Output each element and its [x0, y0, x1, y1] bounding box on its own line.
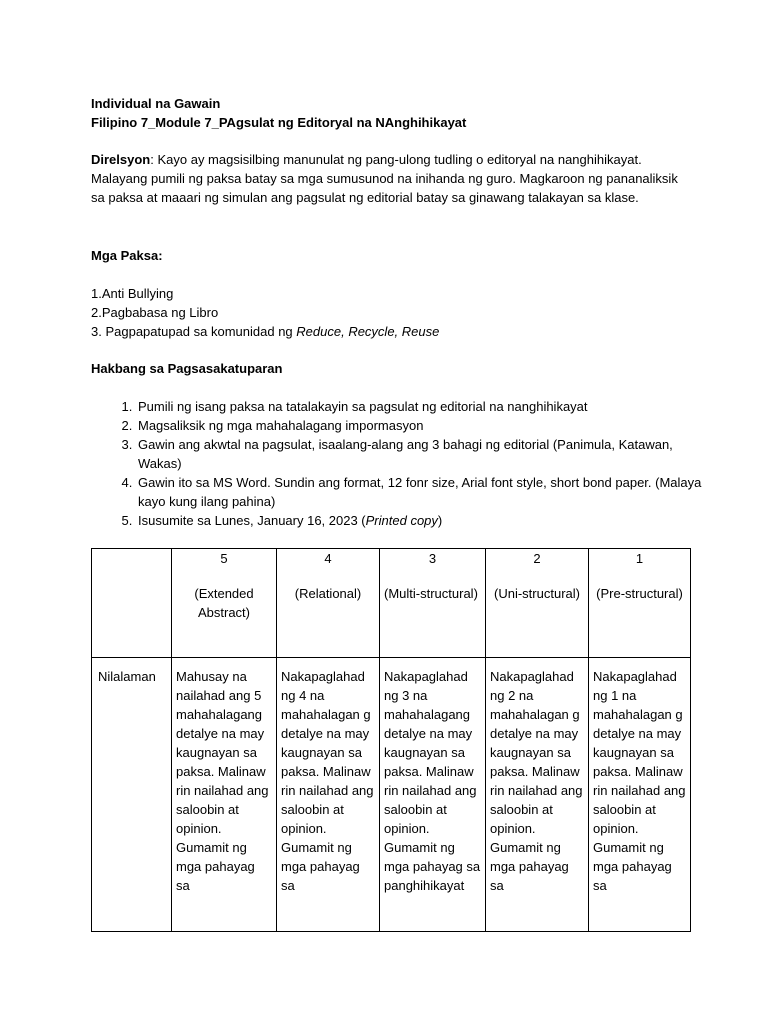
level-score: 2 [533, 551, 541, 566]
instructions-text: : Kayo ay magsisilbing manunulat ng pang-ulong tudling o editoryal na nanghihikayat. Malayang pumili ng paksa batay sa mga sumusunod na inihanda ng guro. Magkaroon ng pananaliksik sa paksa at maaari ng simulan ang pagsulat ng editorial batay sa ginawang talakayan sa klase. [91, 152, 678, 205]
level-score: 5 [220, 551, 228, 566]
rubric-table [91, 548, 691, 932]
rubric-cell-3: Nakapaglahad ng 3 na mahahalagang detalye na may kaugnayan sa paksa. Malinaw rin nailahad ang saloobin at opinion. Gumamit ng mga pahayag sa panghihikayat [380, 658, 486, 932]
rubric-cell-1: Nakapaglahad ng 1 na mahahalagan g detalye na may kaugnayan sa paksa. Malinaw rin nailahad ang saloobin at opinion. Gumamit ng mga pahayag sa [589, 658, 691, 932]
rubric-level-5 [172, 549, 277, 658]
step-5-text: Isusumite sa Lunes, January 16, 2023 ( [138, 513, 366, 528]
level-description: (Multi-structural) [384, 586, 478, 601]
step-item-2: 2. Magsaliksik ng mga mahahalagang impormasyon [136, 416, 716, 435]
steps-list [91, 397, 716, 530]
topic-item-3-italic: Reduce, Recycle, Reuse [296, 324, 440, 339]
instructions-paragraph [91, 150, 691, 207]
level-description: (Uni-structural) [494, 586, 580, 601]
step-item-5 [136, 511, 716, 530]
rubric-content-row [92, 658, 691, 932]
rubric-cell-5: Mahusay na nailahad ang 5 mahahalagang detalye na may kaugnayan sa paksa. Malinaw rin nailahad ang saloobin at opinion. Gumamit ng mga pahayag sa [172, 658, 277, 932]
step-5-suffix: ) [437, 513, 443, 528]
steps-heading: Hakbang sa Pagsasakatuparan [91, 361, 283, 376]
rubric-header-row [92, 549, 691, 658]
topic-item-2: 2.Pagbabasa ng Libro [91, 305, 219, 320]
rubric-level-2 [486, 549, 589, 658]
rubric-level-1 [589, 549, 691, 658]
topic-item-3 [91, 322, 691, 341]
level-score: 1 [635, 551, 644, 566]
rubric-level-3 [380, 549, 486, 658]
instructions-label: Direlsyon [91, 152, 151, 167]
rubric-cell-2: Nakapaglahad ng 2 na mahahalagan g detalye na may kaugnayan sa paksa. Malinaw rin nailahad ang saloobin at opinion. Gumamit ng mga pahayag sa [486, 658, 589, 932]
rubric-criterion-label: Nilalaman [92, 658, 172, 932]
rubric-corner-cell [92, 549, 172, 658]
level-description: (Extended Abstract) [194, 586, 254, 620]
level-score: 3 [428, 551, 437, 566]
level-description: (Relational) [294, 586, 362, 601]
topics-heading: Mga Paksa: [91, 248, 163, 263]
level-score: 4 [324, 551, 332, 566]
activity-title: Individual na Gawain [91, 96, 221, 111]
step-item-4: 4. Gawin ito sa MS Word. Sundin ang format, 12 fonr size, Arial font style, short bond paper. (Malaya kayo kung ilang pahina) [136, 473, 716, 511]
step-item-3: 3. Gawin ang akwtal na pagsulat, isaalang-alang ang 3 bahagi ng editorial (Panimula, Katawan, Wakas) [136, 435, 716, 473]
step-5-italic: Printed copy [365, 513, 438, 528]
rubric-cell-4: Nakapaglahad ng 4 na mahahalagan g detalye na may kaugnayan sa paksa. Malinaw rin nailahad ang saloobin at opinion. Gumamit ng mga pahayag sa [277, 658, 380, 932]
level-description: (Pre-structural) [596, 586, 683, 601]
topic-item-3-text: 3. Pagpapatupad sa komunidad ng [91, 324, 297, 339]
topic-item-1: 1.Anti Bullying [91, 286, 174, 301]
rubric-level-4 [277, 549, 380, 658]
module-title: Filipino 7_Module 7_PAgsulat ng Editoryal na NAnghihikayat [91, 115, 467, 130]
topics-list [91, 284, 691, 341]
step-item-1: 1. Pumili ng isang paksa na tatalakayin sa pagsulat ng editorial na nanghihikayat [136, 397, 716, 416]
document-header [91, 94, 691, 132]
